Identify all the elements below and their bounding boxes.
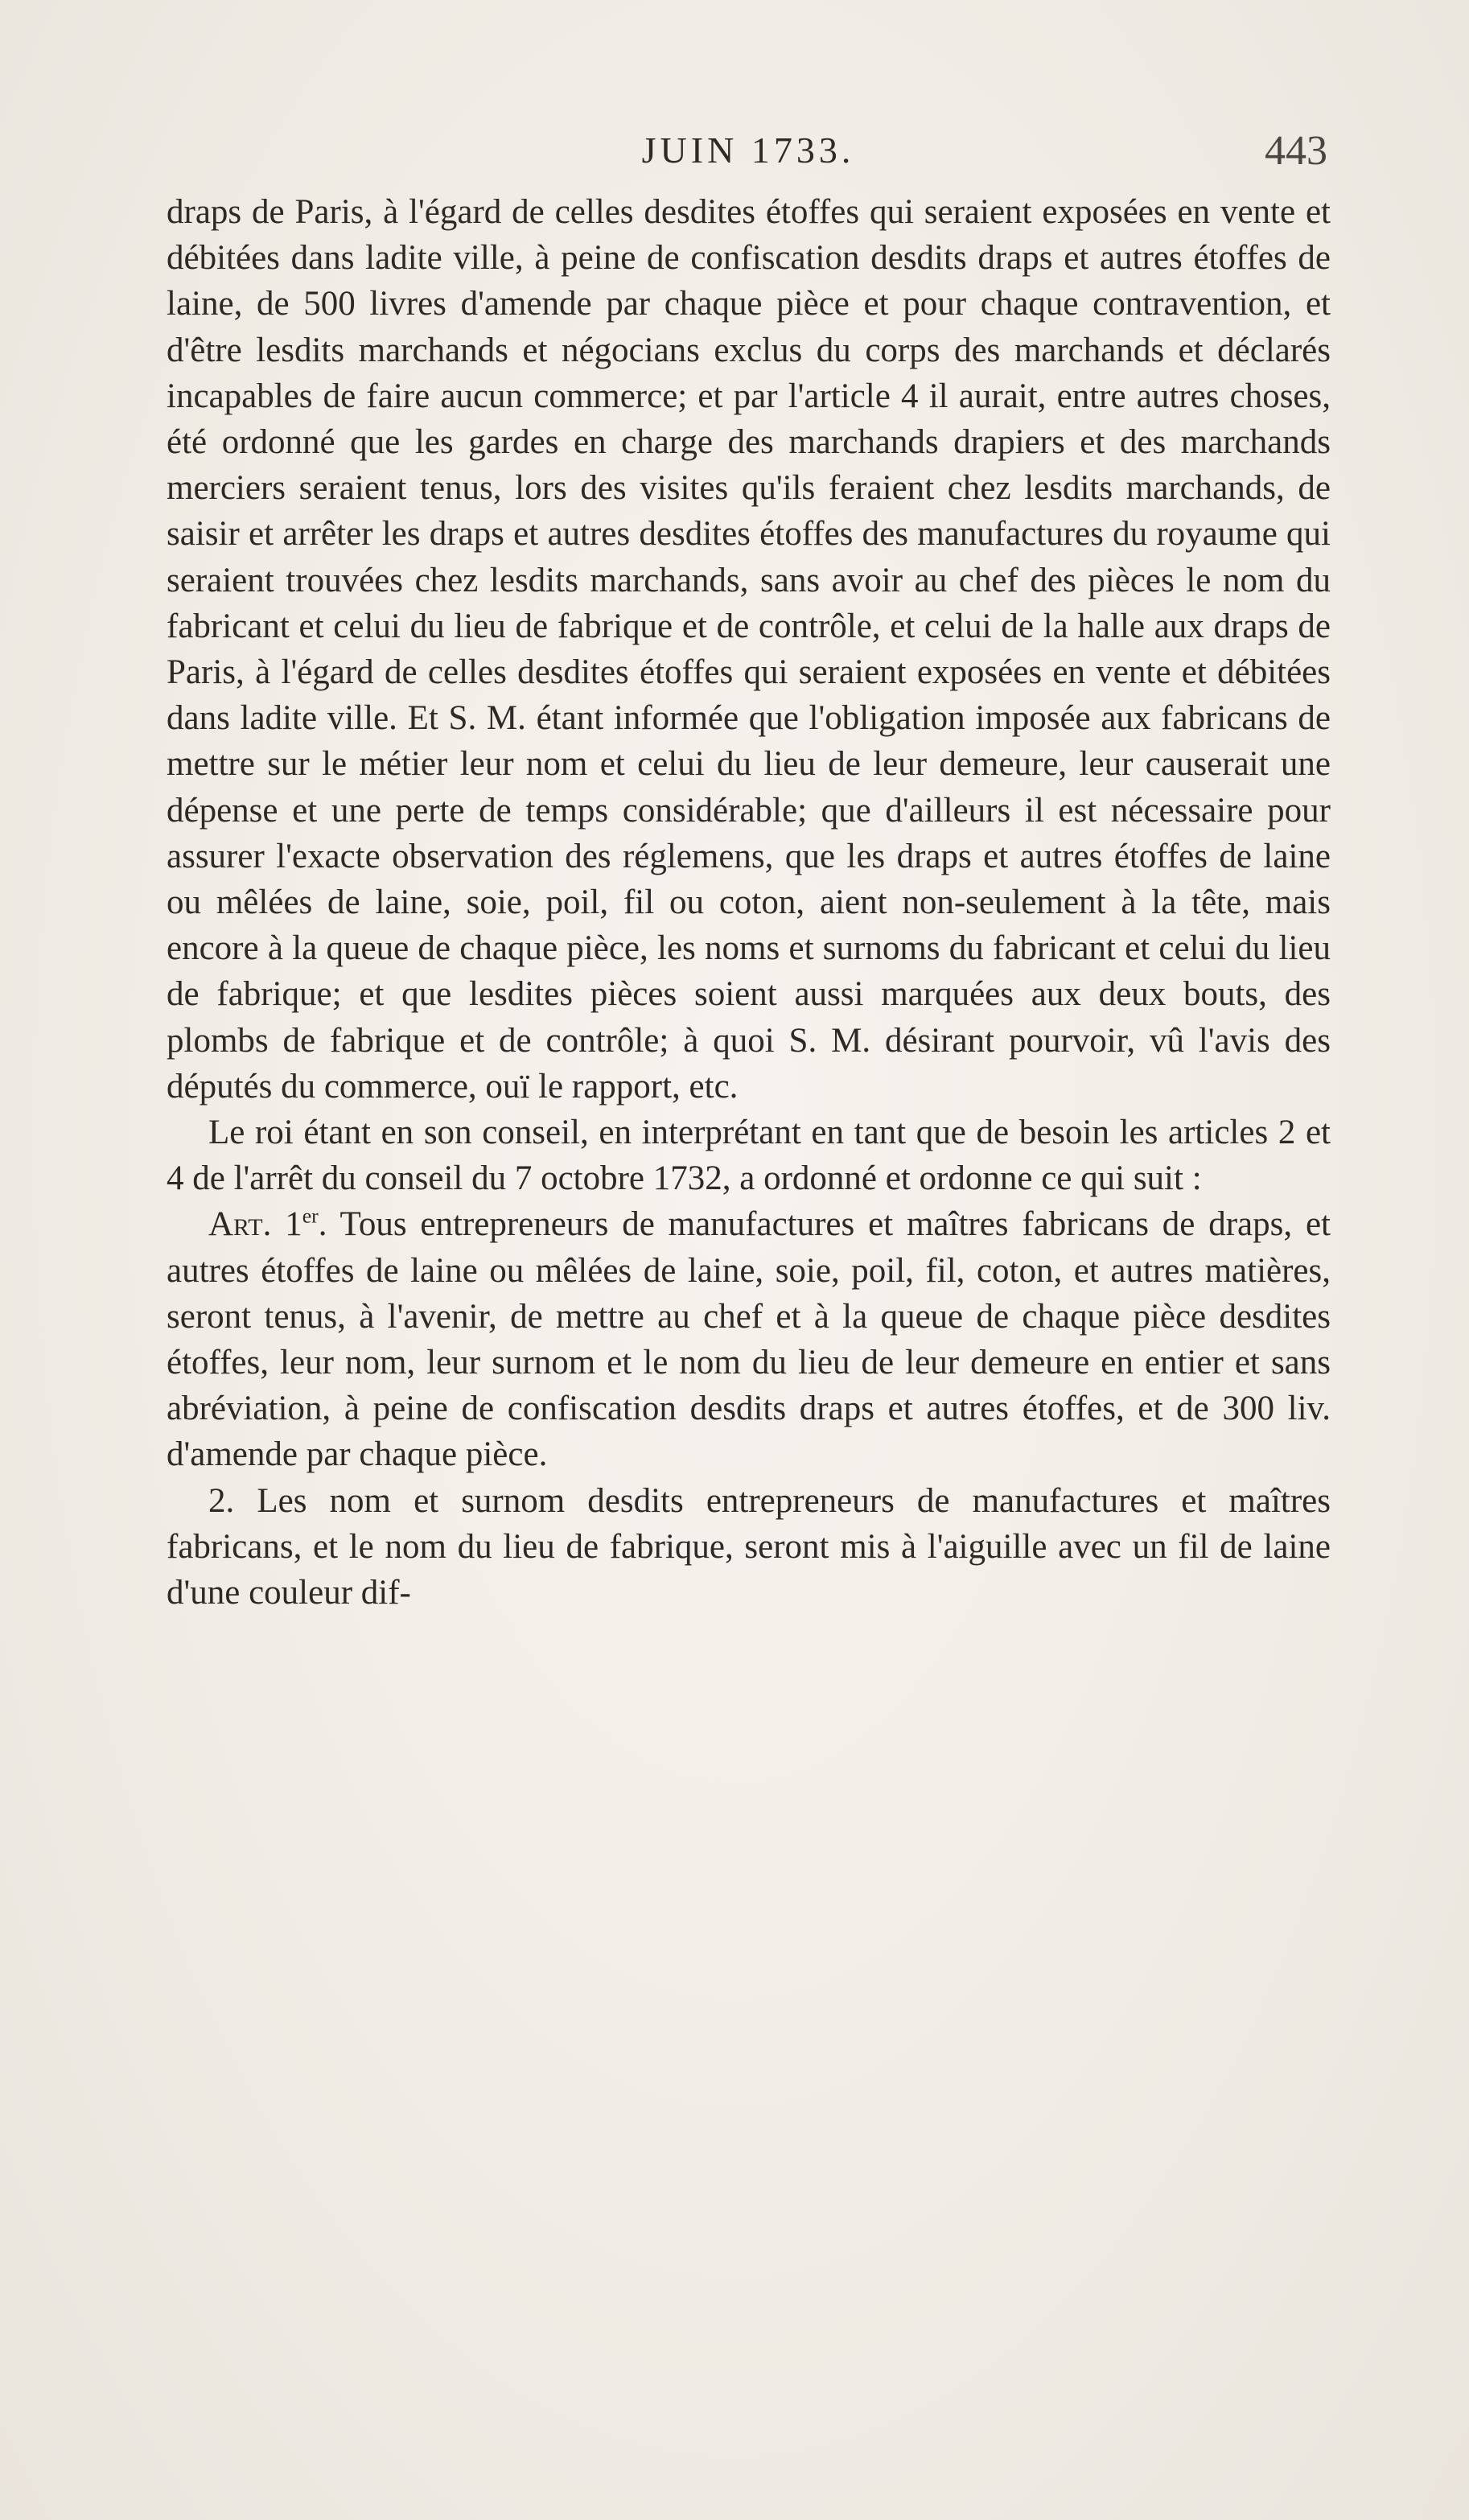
article-label: Art. xyxy=(208,1205,272,1244)
paragraph-continuation: draps de Paris, à l'égard de celles desdites étoffes qui seraient exposées en vente et débitées dans ladite ville, à peine de confiscation desdits draps et autres étoffes de laine, de 500 livres d'amende par chaque pièce et pour chaque contravention, et d'être lesdits marchands et négocians exclus du corps des marchands et déclarés incapables de faire aucun commerce; et par l'article 4 il aurait, entre autres choses, été ordonné que les gardes en charge des marchands drapiers et des marchands merciers seraient tenus, lors des visites qu'ils feraient chez lesdits marchands, de saisir et arrêter les draps et autres desdites étoffes des manufactures du royaume qui seraient trouvées chez lesdits marchands, sans avoir au chef des pièces le nom du fabricant et celui du lieu de fabrique et de contrôle, et celui de la halle aux draps de Paris, à l'égard de celles desdites étoffes qui seraient exposées en vente et débitées dans ladite ville. Et S. M. étant informée que l'obligation imposée aux fabricans de mettre sur le métier leur nom et celui du lieu de leur demeure, leur causerait une dépense et une perte de temps considérable; que d'ailleurs il est nécessaire pour assurer l'exacte observation des réglemens, que les draps et autres étoffes de laine ou mêlées de laine, soie, poil, fil ou coton, aient non-seulement à la tête, mais encore à la queue de chaque pièce, les noms et surnoms du fabricant et celui du lieu de fabrique; et que lesdites pièces soient aussi marquées aux deux bouts, des plombs de fabrique et de contrôle; à quoi S. M. désirant pourvoir, vû l'avis des députés du commerce, ouï le rapport, etc. xyxy=(167,193,1331,1106)
page-number: 443 xyxy=(1265,128,1327,174)
body-text xyxy=(167,189,1331,1616)
article-ordinal: er xyxy=(302,1204,319,1229)
article-1-text: . Tous entrepreneurs de manufactures et maîtres fabricans de draps, et autres étoffes de laine ou mêlées de laine, soie, poil, fil, coton, et autres matières, seront tenus, à l'avenir, de mettre au chef et à la queue de chaque pièce desdites étoffes, leur nom, leur surnom et le nom du lieu de leur demeure en entier et sans abréviation, à peine de confiscation desdits draps et autres étoffes, et de 300 liv. d'amende par chaque pièce. xyxy=(167,1205,1331,1474)
running-head: JUIN 1733. xyxy=(641,130,855,171)
paragraph-enacting: Le roi étant en son conseil, en interprétant en tant que de besoin les articles 2 et 4 de l'arrêt du conseil du 7 octobre 1732, a ordonné et ordonne ce qui suit : xyxy=(167,1114,1331,1198)
article-number: 1 xyxy=(285,1205,302,1244)
article-1 xyxy=(167,1201,1331,1477)
article-2: 2. Les nom et surnom desdits entrepreneurs de manufactures et maîtres fabricans, et le nom du lieu de fabrique, seront mis à l'aiguille avec un fil de laine d'une couleur dif- xyxy=(167,1481,1331,1612)
page-header xyxy=(169,121,1327,185)
